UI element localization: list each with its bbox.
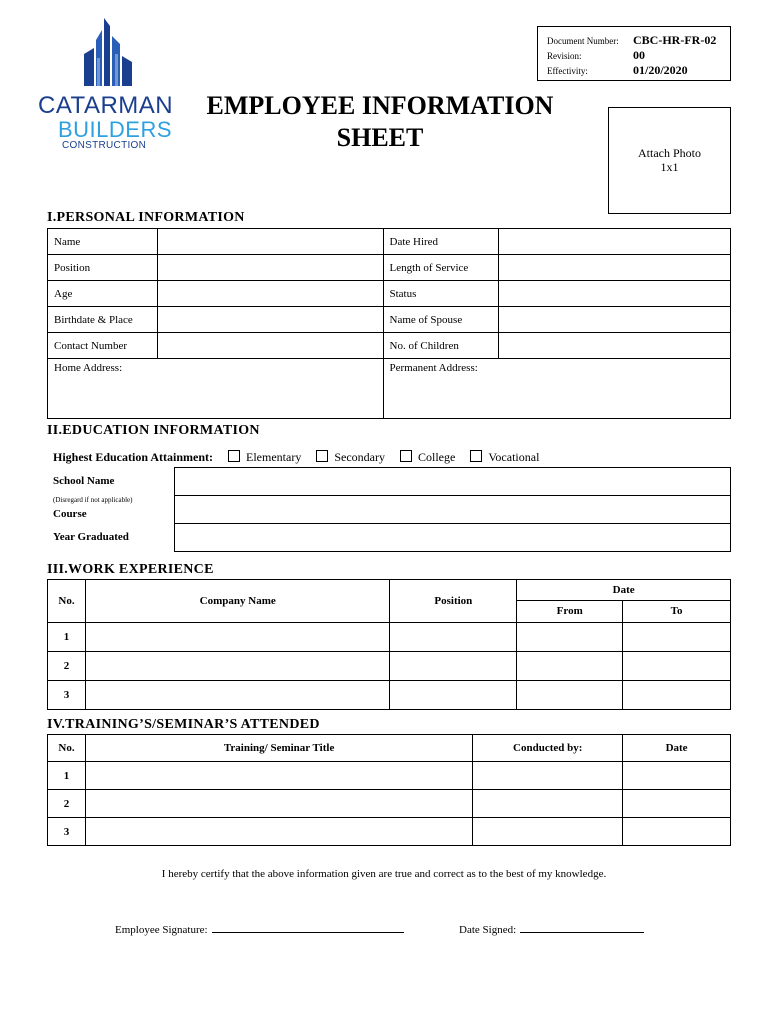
logo-text-catarman: CATARMAN [38,92,174,119]
table-row [48,790,731,818]
col-date: Date [517,580,731,601]
doc-effectivity-label: Effectivity: [547,66,588,76]
doc-revision-value: 00 [633,48,645,62]
doc-number-value: CBC-HR-FR-02 [633,33,717,47]
field-year-graduated[interactable] [175,524,731,552]
field-birthdate[interactable] [157,307,383,333]
doc-number-label: Document Number: [547,36,619,46]
label-children: No. of Children [383,333,499,359]
col-position: Position [390,580,517,623]
field-permanent-address[interactable] [383,359,731,419]
field-length-of-service[interactable] [499,255,731,281]
field-company[interactable] [85,652,389,681]
row-number: 1 [48,762,86,790]
field-position[interactable] [390,681,517,710]
col-training-title: Training/ Seminar Title [85,735,472,762]
education-table [174,467,731,552]
field-from[interactable] [517,681,623,710]
col-no: No. [48,735,86,762]
date-signed-line[interactable] [520,932,644,933]
logo-text-construction: CONSTRUCTION [62,140,147,151]
field-age[interactable] [157,281,383,307]
field-company[interactable] [85,623,389,652]
work-experience-table [47,579,731,710]
row-number: 1 [48,623,86,652]
field-to[interactable] [623,623,731,652]
training-table [47,734,731,846]
field-to[interactable] [623,681,731,710]
field-home-address[interactable] [48,359,384,419]
field-course[interactable] [175,496,731,524]
col-company-name: Company Name [85,580,389,623]
label-contact: Contact Number [48,333,158,359]
field-date-hired[interactable] [499,229,731,255]
section-education-heading: II.EDUCATION INFORMATION [47,423,260,438]
personal-info-table [47,228,731,419]
option-college: College [417,450,456,464]
education-attainment-row [53,450,539,465]
field-conducted-by[interactable] [473,818,623,846]
label-year-graduated: Year Graduated [53,531,129,543]
doc-revision-label: Revision: [547,51,582,61]
field-training-title[interactable] [85,818,472,846]
field-from[interactable] [517,623,623,652]
col-from: From [517,600,623,622]
checkbox-secondary[interactable] [316,450,328,462]
label-name: Name [48,229,158,255]
employee-signature-line[interactable] [212,932,404,933]
label-position: Position [48,255,158,281]
logo-text-builders: BUILDERS [58,117,173,142]
doc-effectivity-value: 01/20/2020 [633,63,688,77]
row-number: 2 [48,652,86,681]
option-vocational: Vocational [488,450,540,464]
label-spouse: Name of Spouse [383,307,499,333]
label-course: Course [53,508,87,520]
table-row [48,762,731,790]
col-to: To [623,600,731,622]
field-training-title[interactable] [85,790,472,818]
field-training-title[interactable] [85,762,472,790]
photo-label: Attach Photo [638,146,701,160]
row-number: 3 [48,681,86,710]
field-date[interactable] [623,790,731,818]
field-position[interactable] [390,623,517,652]
col-date: Date [623,735,731,762]
field-date[interactable] [623,762,731,790]
section-personal-heading: I.PERSONAL INFORMATION [47,210,245,225]
certification-text: I hereby certify that the above information given are true and correct as to the best of my knowledge. [161,868,607,880]
date-signed-label: Date Signed: [459,924,517,936]
field-position[interactable] [390,652,517,681]
page-title [180,90,580,154]
table-row [48,652,731,681]
field-name[interactable] [157,229,383,255]
label-permanent-address: Permanent Address: [389,362,478,374]
col-conducted-by: Conducted by: [473,735,623,762]
table-row [48,623,731,652]
row-number: 2 [48,790,86,818]
table-row [48,818,731,846]
field-conducted-by[interactable] [473,790,623,818]
field-contact[interactable] [157,333,383,359]
label-status: Status [383,281,499,307]
option-secondary: Secondary [334,450,385,464]
checkbox-elementary[interactable] [228,450,240,462]
date-signed-row [459,924,644,936]
section-training-heading: IV.TRAINING’S/SEMINAR’S ATTENDED [47,717,320,732]
field-from[interactable] [517,652,623,681]
table-row [48,681,731,710]
field-status[interactable] [499,281,731,307]
label-age: Age [48,281,158,307]
field-date[interactable] [623,818,731,846]
checkbox-vocational[interactable] [470,450,482,462]
title-line-1: EMPLOYEE INFORMATION [206,91,554,120]
field-children[interactable] [499,333,731,359]
photo-box[interactable] [608,107,731,214]
field-spouse[interactable] [499,307,731,333]
col-no: No. [48,580,86,623]
title-line-2: SHEET [336,123,424,152]
photo-size: 1x1 [660,160,679,174]
field-position[interactable] [157,255,383,281]
field-company[interactable] [85,681,389,710]
field-conducted-by[interactable] [473,762,623,790]
label-length-of-service: Length of Service [383,255,499,281]
document-info-box [537,26,731,81]
label-date-hired: Date Hired [383,229,499,255]
checkbox-college[interactable] [400,450,412,462]
label-birthdate: Birthdate & Place [48,307,158,333]
employee-signature-label: Employee Signature: [115,924,208,936]
attainment-label: Highest Education Attainment: [53,450,214,464]
section-work-heading: III.WORK EXPERIENCE [47,562,214,577]
label-home-address: Home Address: [54,362,123,374]
signature-row [115,924,404,936]
label-disregard: (Disregard if not applicable) [53,496,133,504]
field-to[interactable] [623,652,731,681]
label-school-name: School Name [53,475,115,487]
field-school-name[interactable] [175,468,731,496]
option-elementary: Elementary [246,450,302,464]
row-number: 3 [48,818,86,846]
